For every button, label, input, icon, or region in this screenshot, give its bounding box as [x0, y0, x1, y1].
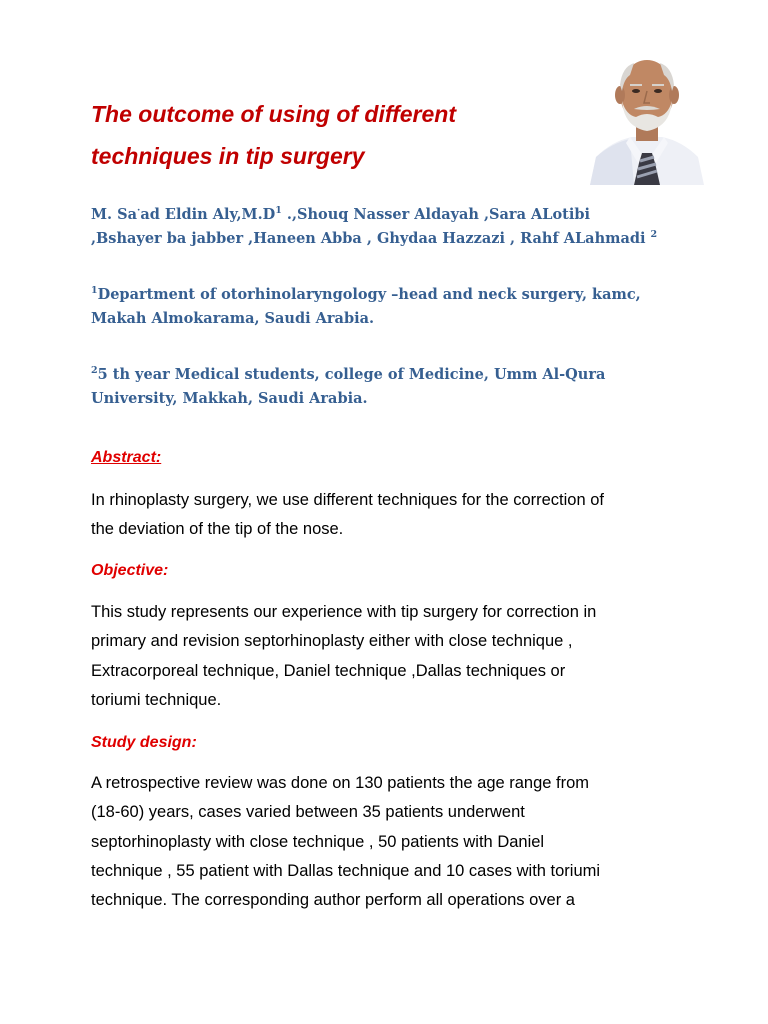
objective-body — [91, 598, 711, 715]
body-line: Extracorporeal technique, Daniel technique ,Dallas techniques or — [91, 661, 566, 680]
abstract-heading: Abstract: — [91, 449, 162, 466]
title-line: techniques in tip surgery — [91, 143, 365, 169]
body-line: This study represents our experience with tip surgery for correction in — [91, 603, 597, 621]
affiliation-text: Department of otorhinolaryngology –head and neck surgery, kamc, — [97, 286, 641, 303]
author-line — [91, 227, 711, 251]
author-photo — [582, 45, 712, 185]
author-line — [91, 203, 711, 227]
affiliation-line: Makah Almokarama, Saudi Arabia. — [91, 310, 375, 327]
author-portrait-image — [582, 45, 712, 185]
paper-title — [91, 93, 561, 177]
body-line: technique , 55 patient with Dallas technique and 10 cases with toriumi — [91, 861, 601, 880]
affiliation-line — [91, 363, 711, 387]
body-line: technique. The corresponding author perform all operations over a — [91, 891, 575, 910]
body-line: the deviation of the tip of the nose. — [91, 520, 344, 539]
affiliation-line — [91, 283, 711, 307]
study-design-body — [91, 769, 711, 915]
author-text: ad Eldin Aly,M.D — [140, 206, 276, 223]
body-line: A retrospective review was done on 130 patients the age range from — [91, 774, 590, 792]
affiliation-line: University, Makkah, Saudi Arabia. — [91, 390, 368, 407]
objective-heading: Objective: — [91, 562, 169, 579]
body-line: septorhinoplasty with close technique , 50 patients with Daniel — [91, 832, 545, 851]
title-line: The outcome of using of different — [91, 101, 457, 127]
author-sup: · — [137, 205, 141, 216]
author-sup: 1 — [275, 205, 282, 216]
affiliation-2 — [91, 363, 711, 411]
body-line: primary and revision septorhinoplasty either with close technique , — [91, 632, 573, 651]
author-text: .,Shouq Nasser Aldayah ,Sara ALotibi — [281, 206, 590, 223]
body-line: In rhinoplasty surgery, we use different techniques for the correction of — [91, 491, 604, 509]
affiliation-1 — [91, 283, 711, 331]
author-list — [91, 203, 711, 251]
author-text: M. Sa — [91, 206, 138, 223]
author-text: ,Bshayer ba jabber ,Haneen Abba , Ghydaa Hazzazi , Rahf ALahmadi — [91, 230, 651, 247]
affiliation-sup: 1 — [91, 285, 98, 296]
affiliation-text: 5 th year Medical students, college of Medicine, Umm Al-Qura — [97, 366, 606, 383]
body-line: (18-60) years, cases varied between 35 patients underwent — [91, 803, 525, 822]
author-sup: 2 — [650, 229, 658, 240]
abstract-body — [91, 486, 711, 545]
study-design-heading: Study design: — [91, 734, 197, 751]
affiliation-sup: 2 — [91, 365, 98, 376]
body-line: toriumi technique. — [91, 690, 222, 709]
